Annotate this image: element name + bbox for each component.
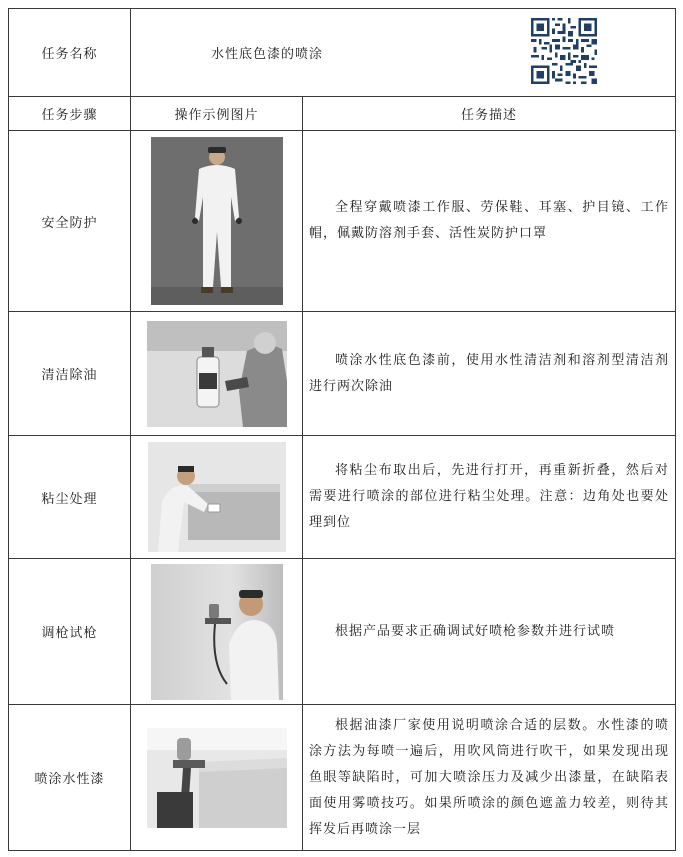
column-header-row <box>9 97 676 131</box>
step-name: 安全防护 <box>9 131 131 312</box>
degreasing-photo <box>147 321 287 427</box>
title-row <box>9 9 676 97</box>
step-row <box>9 312 676 436</box>
step-photo-cell <box>131 312 303 436</box>
spray-gun-test-photo <box>151 564 283 700</box>
step-description-cell <box>303 559 676 705</box>
col-header-step: 任务步骤 <box>9 97 131 131</box>
step-description-cell <box>303 705 676 851</box>
step-description: 喷涂水性底色漆前，使用水性清洁剂和溶剂型清洁剂进行两次除油 <box>309 352 669 394</box>
step-name: 清洁除油 <box>9 312 131 436</box>
step-photo-cell <box>131 436 303 559</box>
step-name: 粘尘处理 <box>9 436 131 559</box>
step-description: 根据产品要求正确调试好喷枪参数并进行试喷 <box>335 623 616 639</box>
step-row <box>9 559 676 705</box>
step-description-cell <box>303 131 676 312</box>
task-name-value: 水性底色漆的喷涂 <box>211 47 324 62</box>
task-table <box>8 8 676 851</box>
protective-suit-photo <box>151 137 283 305</box>
step-description: 根据油漆厂家使用说明喷涂合适的层数。水性漆的喷涂方法为每喷一遍后，用吹风筒进行吹干，如果发现出现鱼眼等缺陷时，可加大喷涂压力及减少出漆量，在缺陷表面使用雾喷技巧。如果所喷涂的颜色遮盖力较差，则待其挥发后再喷涂一层 <box>309 717 669 837</box>
step-row <box>9 131 676 312</box>
step-photo-cell <box>131 131 303 312</box>
col-header-image: 操作示例图片 <box>131 97 303 131</box>
step-row <box>9 705 676 851</box>
col-header-description: 任务描述 <box>303 97 676 131</box>
step-description: 全程穿戴喷漆工作服、劳保鞋、耳塞、护目镜、工作帽，佩戴防溶剂手套、活性炭防护口罩 <box>309 200 669 241</box>
step-name: 调枪试枪 <box>9 559 131 705</box>
task-sheet <box>8 8 675 850</box>
step-description: 将粘尘布取出后，先进行打开，再重新折叠，然后对需要进行喷涂的部位进行粘尘处理。注意：边角处也要处理到位 <box>309 463 669 530</box>
task-name-cell <box>131 9 676 97</box>
tack-cloth-photo <box>148 442 286 552</box>
qr-code-icon[interactable] <box>531 18 597 84</box>
step-photo-cell <box>131 559 303 705</box>
step-name: 喷涂水性漆 <box>9 705 131 851</box>
step-description-cell <box>303 436 676 559</box>
step-description-cell <box>303 312 676 436</box>
step-row <box>9 436 676 559</box>
step-photo-cell <box>131 705 303 851</box>
waterborne-spraying-photo <box>147 728 287 828</box>
task-name-label: 任务名称 <box>9 9 131 97</box>
